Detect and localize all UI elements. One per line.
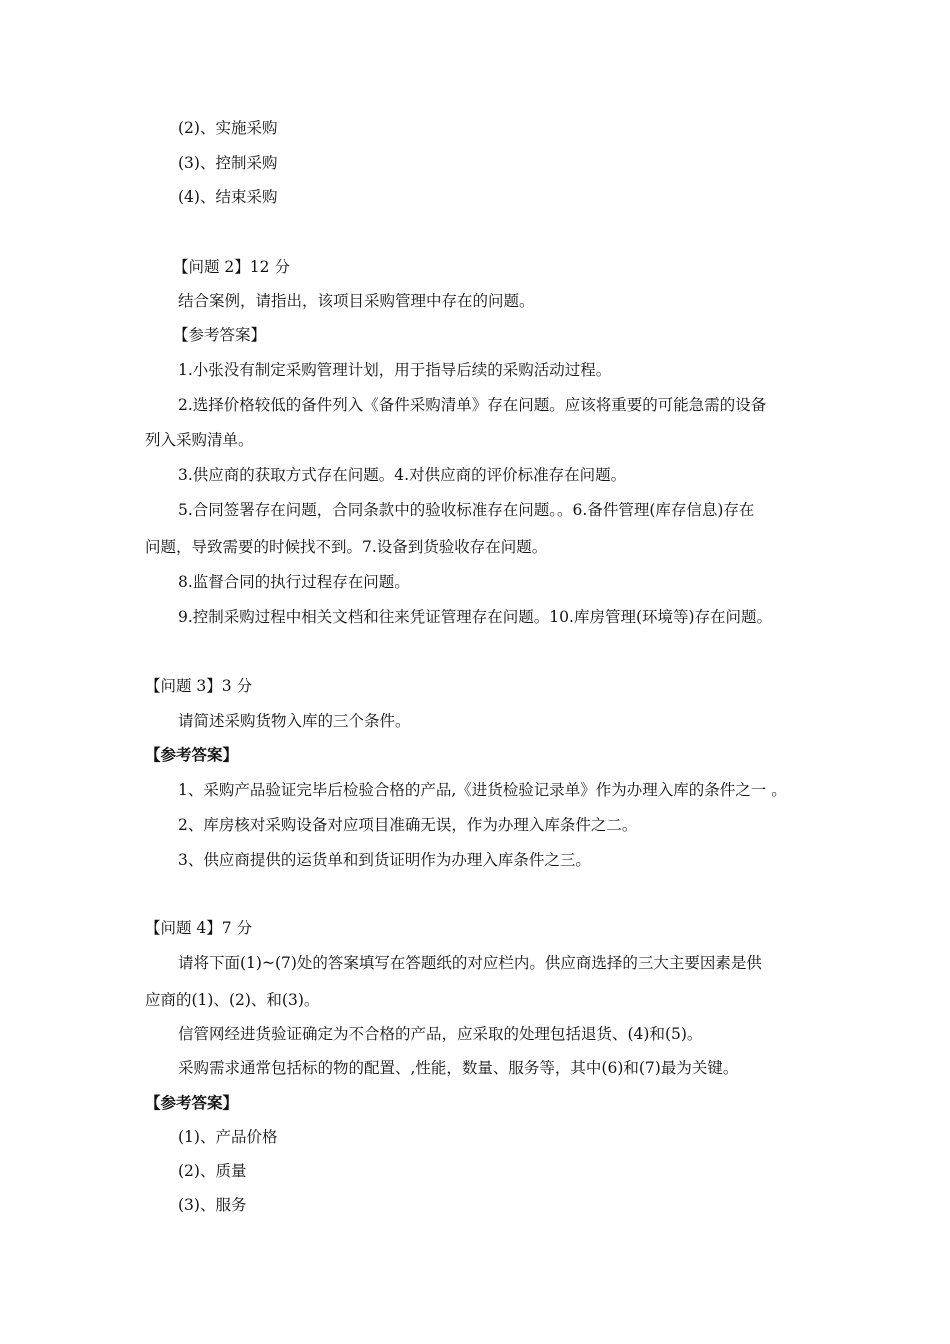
answer-line: 8.监督合同的执行过程存在问题。 bbox=[178, 573, 410, 591]
answer-line: 2.选择价格较低的备件列入《备件采购清单》存在问题。应该将重要的可能急需的设备 bbox=[178, 396, 767, 414]
question-4-line: 请将下面(1)~(7)处的答案填写在答题纸的对应栏内。供应商选择的三大主要因素是供 bbox=[178, 954, 762, 972]
question-2-answer-heading: 【参考答案】 bbox=[173, 326, 267, 344]
question-4-answer-heading: 【参考答案】 bbox=[145, 1093, 239, 1112]
answer-line: 列入采购清单。 bbox=[145, 431, 254, 449]
list-item: (2)、实施采购 bbox=[178, 119, 278, 137]
answer-line: 2、库房核对采购设备对应项目准确无误，作为办理入库条件之二。 bbox=[178, 816, 638, 834]
question-4-heading: 【问题 4】7 分 bbox=[145, 919, 253, 937]
question-3-prompt: 请简述采购货物入库的三个条件。 bbox=[178, 712, 411, 730]
question-2-heading: 【问题 2】12 分 bbox=[173, 258, 290, 276]
answer-line: (3)、服务 bbox=[178, 1196, 247, 1214]
answer-line: 3.供应商的获取方式存在问题。4.对供应商的评价标准存在问题。 bbox=[178, 466, 627, 484]
answer-line: 1.小张没有制定采购管理计划，用于指导后续的采购活动过程。 bbox=[178, 361, 612, 379]
answer-line: 3、供应商提供的运货单和到货证明作为办理入库条件之三。 bbox=[178, 851, 591, 869]
answer-line: (1)、产品价格 bbox=[178, 1128, 278, 1146]
question-4-line: 信管网经进货验证确定为不合格的产品，应采取的处理包括退货、(4)和(5)。 bbox=[178, 1025, 703, 1043]
question-3-answer-heading: 【参考答案】 bbox=[145, 745, 239, 764]
question-4-line: 采购需求通常包括标的物的配置、,性能，数量、服务等，其中(6)和(7)最为关键。 bbox=[178, 1059, 739, 1077]
answer-line: (2)、质量 bbox=[178, 1162, 247, 1180]
list-item: (4)、结束采购 bbox=[178, 188, 278, 206]
answer-line: 问题，导致需要的时候找不到。7.设备到货验收存在问题。 bbox=[145, 538, 548, 556]
answer-line: 9.控制采购过程中相关文档和往来凭证管理存在问题。10.库房管理(环境等)存在问题。 bbox=[178, 608, 773, 626]
answer-line: 1、采购产品验证完毕后检验合格的产品,《进货检验记录单》作为办理入库的条件之一 。 bbox=[178, 781, 787, 799]
question-3-heading: 【问题 3】3 分 bbox=[145, 677, 253, 695]
list-item: (3)、控制采购 bbox=[178, 154, 278, 172]
question-4-line: 应商的(1)、(2)、和(3)。 bbox=[145, 991, 320, 1009]
answer-line: 5.合同签署存在问题，合同条款中的验收标准存在问题。。6.备件管理(库存信息)存在 bbox=[178, 501, 755, 519]
question-2-prompt: 结合案例，请指出，该项目采购管理中存在的问题。 bbox=[178, 292, 535, 310]
